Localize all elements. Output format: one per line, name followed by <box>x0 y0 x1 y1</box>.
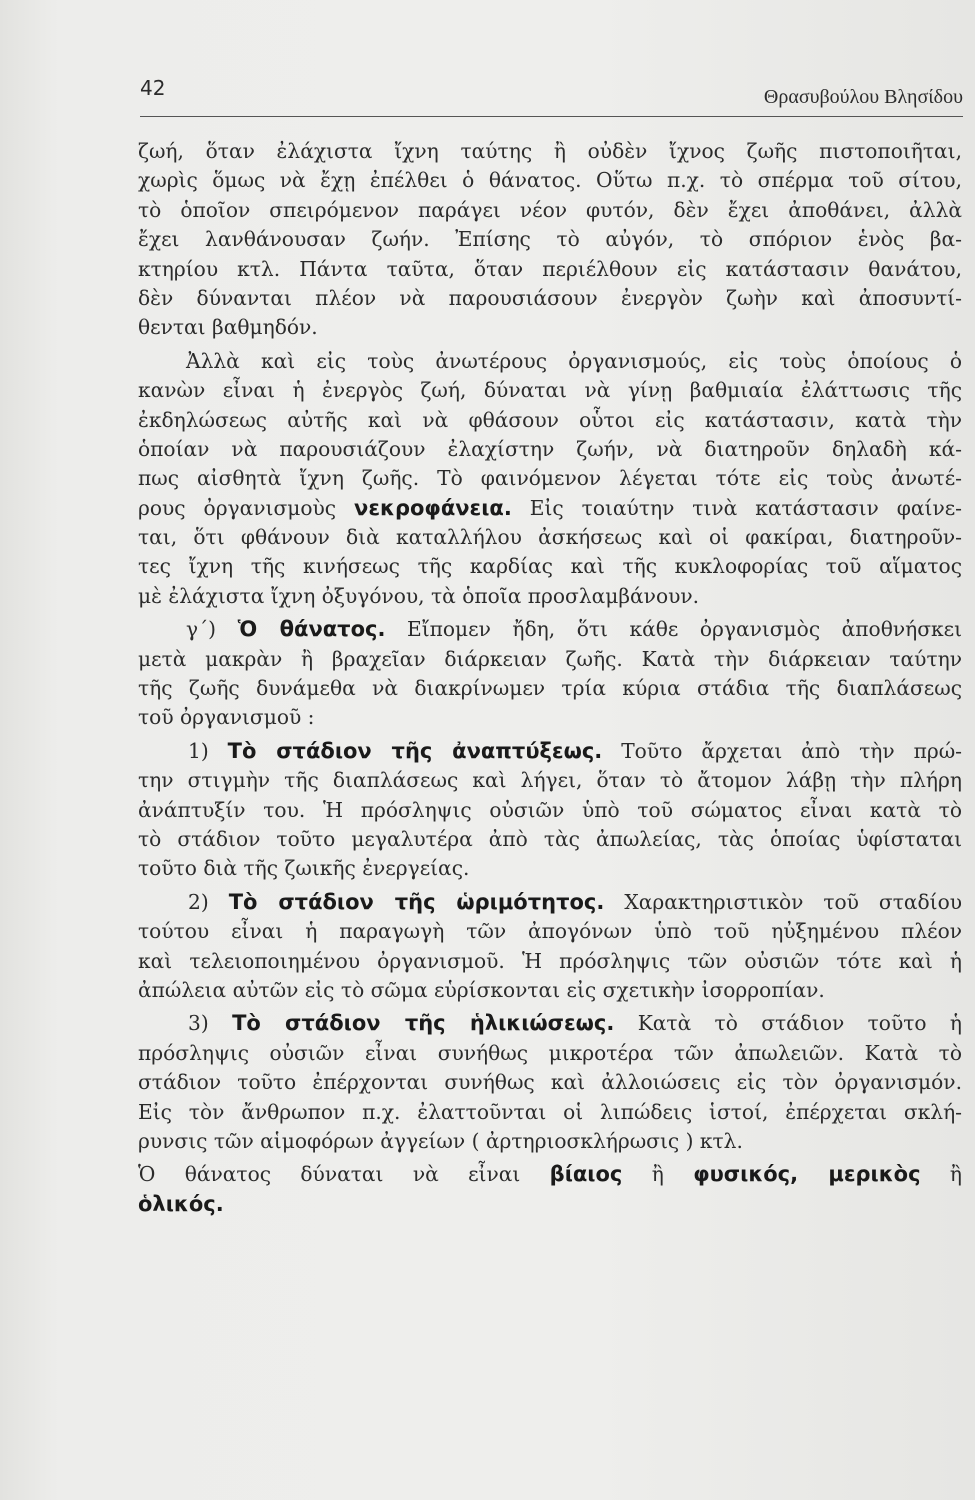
bold-term: ὁλικός. <box>138 1191 224 1216</box>
text-line <box>138 313 962 342</box>
line-text: ἀνάπτυξίν του. Ἡ πρόσληψις οὐσιῶν ὑπὸ τοῦ σώματος εἶναι κατὰ τὸ <box>138 797 962 822</box>
line-text: ἐκδηλώσεως αὐτῆς καὶ νὰ φθάσουν οὗτοι εἰς κατάστασιν, κατὰ τὴν <box>138 407 962 432</box>
text-line <box>138 1098 962 1127</box>
line-text: Εἰς τὸν ἄνθρωπον π.χ. ἐλαττοῦνται οἱ λιπώδεις ἱστοί, ἐπέρχεται σκλή- <box>138 1099 962 1124</box>
line-text: ἢ <box>920 1162 962 1187</box>
line-text: γ΄) <box>186 617 238 642</box>
text-line <box>138 615 962 644</box>
line-text: στάδιον τοῦτο ἐπέρχονται συνήθως καὶ ἀλλοιώσεις εἰς τὸν ὀργανισμόν. <box>138 1070 962 1095</box>
line-text: πρόσληψις οὐσιῶν εἶναι συνήθως μικροτέρα τῶν ἀπωλειῶν. Κατὰ τὸ <box>138 1040 962 1065</box>
line-text: τὸ ὁποῖον σπειρόμενον παράγει νέον φυτόν, δὲν ἔχει ἀποθάνει, ἀλλὰ <box>138 197 962 222</box>
line-text: 3) <box>188 1011 233 1036</box>
text-line <box>138 196 962 225</box>
body-text <box>138 137 962 1219</box>
line-text: κανὼν εἶναι ἡ ἐνεργὸς ζωή, δύναται νὰ γίνῃ βαθμιαία ἐλάττωσις τῆς <box>138 378 962 403</box>
line-text: Κατὰ τὸ στάδιον τοῦτο ἡ <box>614 1011 962 1036</box>
bold-term: Ὁ θάνατος. <box>237 617 386 642</box>
text-line <box>138 645 962 674</box>
text-line <box>138 1009 962 1038</box>
text-line <box>138 1039 962 1068</box>
text-line <box>138 284 962 313</box>
bold-term: βίαιος <box>549 1162 623 1187</box>
line-text: Ὁ θάνατος δύναται νὰ εἶναι <box>138 1162 550 1187</box>
text-line <box>138 166 962 195</box>
line-text: ἔχει λανθάνουσαν ζωήν. Ἐπίσης τὸ αὐγόν, τὸ σπόριον ἑνὸς βα- <box>138 227 962 252</box>
text-line <box>138 523 962 552</box>
line-text: τοῦ ὀργανισμοῦ : <box>138 705 315 730</box>
line-text: δὲν δύνανται πλέον νὰ παρουσιάσουν ἐνεργὸν ζωὴν καὶ ἀποσυντί- <box>138 285 962 310</box>
line-text: ρυνσις τῶν αἱμοφόρων ἀγγείων ( ἀρτηριοσκλήρωσις ) κτλ. <box>138 1128 743 1153</box>
line-text: τὸ στάδιον τοῦτο μεγαλυτέρα ἀπὸ τὰς ἀπωλείας, τὰς ὁποίας ὑφίσταται <box>138 826 962 851</box>
text-line <box>138 347 962 376</box>
text-line <box>138 947 962 976</box>
text-line <box>138 737 962 766</box>
line-text: Εἴπομεν ἤδη, ὅτι κάθε ὀργανισμὸς ἀποθνήσκει <box>385 617 963 642</box>
line-text: ται, ὅτι φθάνουν διὰ καταλλήλου ἀσκήσεως καὶ οἱ φακίραι, διατηροῦν- <box>138 525 962 550</box>
line-text: ρους ὀργανισμοὺς <box>138 495 355 520</box>
line-text: ἢ <box>622 1162 694 1187</box>
text-line <box>138 917 962 946</box>
line-text: χωρὶς ὅμως νὰ ἔχῃ ἐπέλθει ὁ θάνατος. Οὕτω π.χ. τὸ σπέρμα τοῦ σίτου, <box>138 168 962 193</box>
line-text: καὶ τελειοποιημένου ὀργανισμοῦ. Ἡ πρόσληψις τῶν οὐσιῶν τότε καὶ ἡ <box>138 948 962 973</box>
text-line <box>138 674 962 703</box>
text-line <box>138 225 962 254</box>
line-text: ζωή, ὅταν ἐλάχιστα ἴχνη ταύτης ἢ οὐδὲν ἴχνος ζωῆς πιστοποιῆται, <box>138 139 962 163</box>
text-line <box>138 137 962 166</box>
text-line <box>138 464 962 493</box>
line-text: τοῦτο διὰ τῆς ζωικῆς ἐνεργείας. <box>138 856 470 881</box>
line-text: πως αἰσθητὰ ἴχνη ζωῆς. Τὸ φαινόμενον λέγεται τότε εἰς τοὺς ἀνωτέ- <box>138 466 962 491</box>
line-text: την στιγμὴν τῆς διαπλάσεως καὶ λήγει, ὅταν τὸ ἄτομον λάβῃ τὴν πλήρη <box>138 768 962 793</box>
line-text: ὁποίαν νὰ παρουσιάζουν ἐλαχίστην ζωήν, νὰ διατηροῦν δηλαδὴ κά- <box>138 436 962 461</box>
bold-term: Τὸ στάδιον τῆς ἡλικιώσεως. <box>232 1011 615 1036</box>
line-text: τούτου εἶναι ἡ παραγωγὴ τῶν ἀπογόνων ὑπὸ τοῦ ηὐξημένου πλέον <box>138 919 962 944</box>
text-line <box>138 1190 962 1219</box>
text-line <box>138 435 962 464</box>
running-title: Θρασυβούλου Βλησίδου <box>763 86 963 108</box>
line-text: 2) <box>188 889 229 914</box>
text-line <box>138 825 962 854</box>
line-text: τῆς ζωῆς δυνάμεθα νὰ διακρίνωμεν τρία κύρια στάδια τῆς διαπλάσεως <box>138 676 962 701</box>
text-line <box>138 1127 962 1156</box>
line-text: 1) <box>188 738 228 763</box>
line-text: ἀπώλεια αὐτῶν εἰς τὸ σῶμα εὑρίσκονται εἰς σχετικὴν ἰσορροπίαν. <box>138 977 825 1002</box>
text-line <box>138 406 962 435</box>
text-line <box>138 888 962 917</box>
line-text: Χαρακτηριστικὸν τοῦ σταδίου <box>604 889 963 914</box>
line-text: Τοῦτο ἄρχεται ἀπὸ τὴν πρώ- <box>602 738 962 763</box>
text-line <box>138 552 962 581</box>
bold-term: Τὸ στάδιον τῆς ὡριμότητος. <box>228 889 605 914</box>
text-line <box>138 494 962 523</box>
text-line <box>138 582 962 611</box>
line-text: θενται βαθμηδόν. <box>138 315 318 340</box>
line-text: Ἀλλὰ καὶ εἰς τοὺς ἀνωτέρους ὀργανισμούς, εἰς τοὺς ὁποίους ὁ <box>186 348 962 373</box>
line-text: τες ἴχνη τῆς κινήσεως τῆς καρδίας καὶ τῆς κυκλοφορίας τοῦ αἵματος <box>138 554 962 579</box>
text-line <box>138 255 962 284</box>
text-line <box>138 796 962 825</box>
text-line <box>138 376 962 405</box>
bold-term: νεκροφάνεια. <box>354 495 512 520</box>
text-line <box>138 703 962 732</box>
line-text: μετὰ μακρὰν ἢ βραχεῖαν διάρκειαν ζωῆς. Κατὰ τὴν διάρκειαν ταύτην <box>138 646 962 671</box>
bold-term: Τὸ στάδιον τῆς ἀναπτύξεως. <box>227 738 603 763</box>
page-header <box>140 76 963 117</box>
text-line <box>138 976 962 1005</box>
text-line <box>138 854 962 883</box>
text-line <box>138 766 962 795</box>
line-text: Εἰς τοιαύτην τινὰ κατάστασιν φαίνε- <box>511 495 962 520</box>
text-line <box>138 1068 962 1097</box>
line-text: μὲ ἐλάχιστα ἴχνη ὀξυγόνου, τὰ ὁποῖα προσλαμβάνουν. <box>138 583 700 608</box>
text-line <box>138 1160 962 1189</box>
line-text: κτηρίου κτλ. Πάντα ταῦτα, ὅταν περιέλθουν εἰς κατάστασιν θανάτου, <box>138 256 962 281</box>
page-number: 42 <box>140 76 166 100</box>
bold-term: φυσικός, μερικὸς <box>693 1162 921 1187</box>
